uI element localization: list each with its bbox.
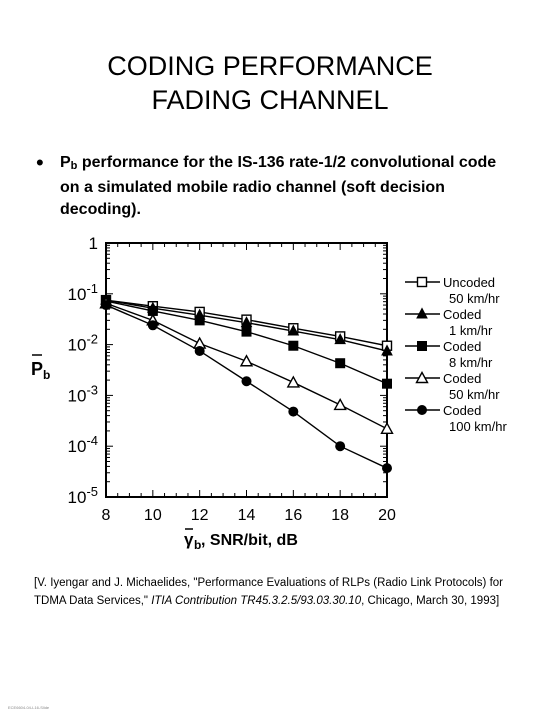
marker-square-open <box>418 278 427 287</box>
y-tick-label <box>68 332 98 355</box>
y-tick-label-base: 10 <box>67 386 87 406</box>
x-axis-label-text: , SNR/bit, dB <box>201 532 298 549</box>
y-tick-label-base: 10 <box>67 284 87 304</box>
marker-triangle-open <box>288 377 299 387</box>
marker-triangle-filled <box>417 309 427 319</box>
marker-square-filled <box>242 327 251 336</box>
y-tick-label <box>68 484 98 507</box>
slide-footer: ECE6604-04-L16-Slide <box>8 705 50 710</box>
marker-square-filled <box>289 341 298 350</box>
marker-square-filled <box>336 359 345 368</box>
x-axis-label-symbol: γ <box>184 530 194 549</box>
marker-square-filled <box>195 316 204 325</box>
x-tick-label: 14 <box>237 507 256 524</box>
slide-title-line1: CODING PERFORMANCE <box>107 51 433 81</box>
marker-circle-filled <box>418 406 427 415</box>
x-tick-label: 20 <box>378 507 396 524</box>
marker-triangle-open <box>335 399 346 409</box>
legend-label: Coded <box>443 371 482 386</box>
marker-circle-filled <box>195 346 204 355</box>
legend-label-sub: 50 km/hr <box>449 291 500 306</box>
legend-label-sub: 50 km/hr <box>449 387 500 402</box>
marker-triangle-open <box>382 423 393 433</box>
marker-circle-filled <box>289 407 298 416</box>
marker-circle-filled <box>148 321 157 330</box>
legend <box>405 275 507 434</box>
reference-citation <box>34 574 534 610</box>
x-tick-label: 18 <box>331 507 350 524</box>
legend-label-sub: 1 km/hr <box>449 323 493 338</box>
y-tick-label-exp: -4 <box>86 433 98 449</box>
bullet-pb-sub: b <box>70 160 78 172</box>
legend-label-sub: 100 km/hr <box>449 419 507 434</box>
axis-ticks <box>106 243 387 497</box>
x-tick-label: 8 <box>101 507 111 524</box>
legend-label: Uncoded <box>443 275 496 290</box>
y-axis-label-sub: b <box>43 368 51 382</box>
legend-label: Coded <box>443 307 482 322</box>
y-tick-label-exp: -5 <box>86 484 98 499</box>
legend-label: Coded <box>443 403 482 418</box>
legend-label-sub: 8 km/hr <box>449 355 493 370</box>
bullet-icon: • <box>36 150 44 175</box>
y-tick-label-exp: -1 <box>86 280 98 296</box>
marker-square-filled <box>383 379 392 388</box>
y-tick-label <box>68 382 98 405</box>
x-axis-label <box>184 529 298 552</box>
slide-title-line2: FADING CHANNEL <box>151 85 389 115</box>
y-tick-label-base: 10 <box>67 437 87 457</box>
marker-circle-filled <box>102 301 111 310</box>
y-tick-label-base: 10 <box>67 488 87 507</box>
bullet-pb: P <box>60 154 71 171</box>
bullet-body: performance for the IS-136 rate-1/2 convolutional code on a simulated mobile radio channel (soft decision decoding). <box>60 154 497 218</box>
reference-italic: ITIA Contribution TR45.3.2.5/93.03.30.10 <box>151 595 362 607</box>
y-tick-label-exp: -2 <box>86 331 98 347</box>
x-axis-label-sub: b <box>194 538 202 552</box>
legend-label: Coded <box>443 339 482 354</box>
y-tick-label <box>68 281 98 304</box>
x-tick-label: 12 <box>190 507 209 524</box>
y-tick-label <box>68 433 98 456</box>
y-axis-label <box>31 355 50 382</box>
y-axis-label-symbol: P <box>31 359 44 379</box>
y-tick-label-exp: -3 <box>86 382 98 398</box>
plot-frame <box>106 243 387 497</box>
y-tick-label: 1 <box>88 234 98 253</box>
marker-circle-filled <box>336 442 345 451</box>
marker-circle-filled <box>383 464 392 473</box>
x-tick-label: 10 <box>143 507 162 524</box>
reference-part2: , Chicago, March 30, 1993] <box>361 595 500 607</box>
x-tick-label: 16 <box>284 507 303 524</box>
marker-square-filled <box>418 342 427 351</box>
marker-circle-filled <box>242 377 251 386</box>
y-tick-label-base: 10 <box>67 335 87 355</box>
reference-part1: [V. Iyengar and J. Michaelides, "Performance Evaluations of RLPs (Radio Link Protocols) for TDMA Data Services," <box>34 577 503 607</box>
x-tick-labels <box>102 507 396 524</box>
y-tick-labels <box>68 234 98 507</box>
marker-triangle-open <box>241 356 252 366</box>
